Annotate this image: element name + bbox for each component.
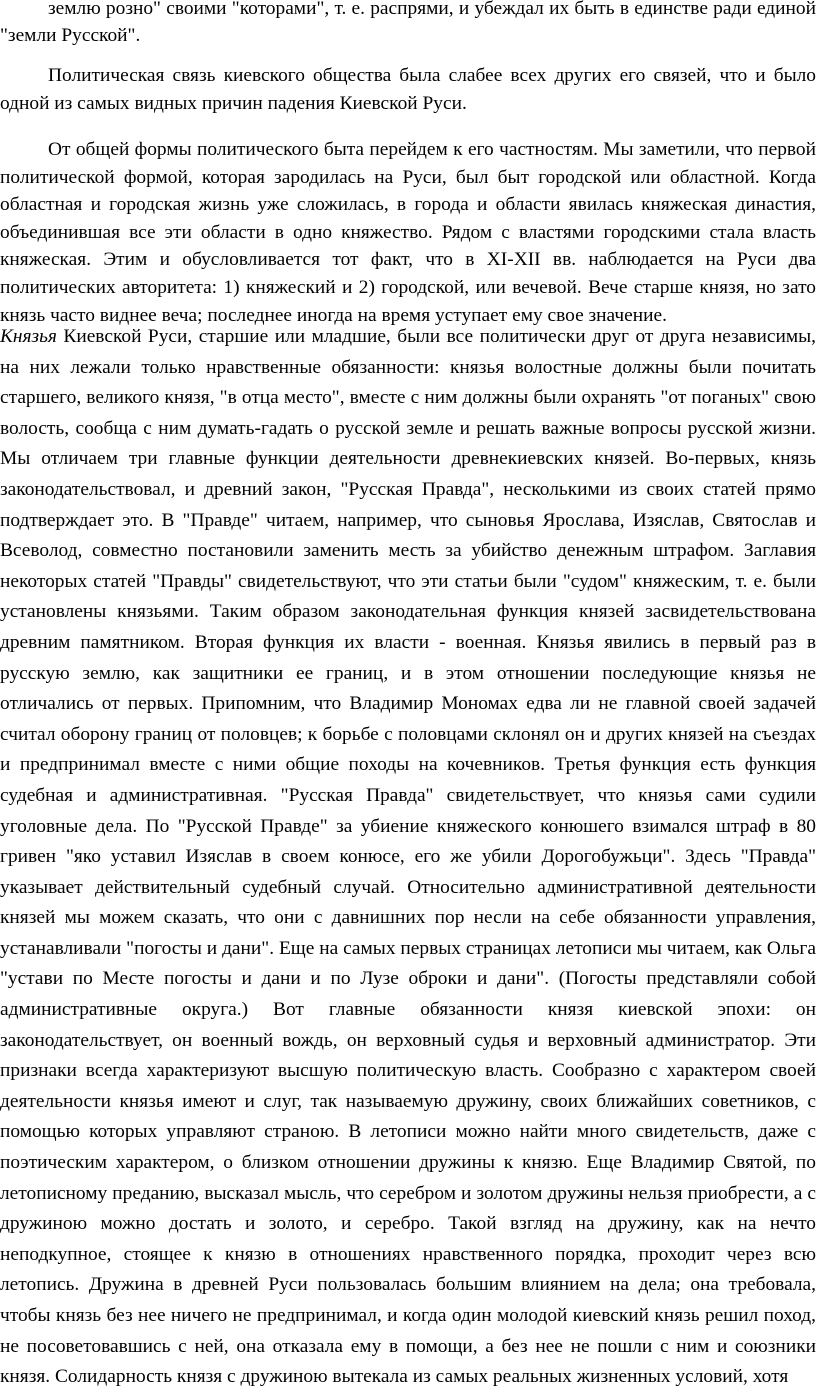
paragraph-text: Киевской Руси, старшие или младшие, были все политически друг от друга независимы, на них лежали только нравственные обязанности: князья волостные должны были почитать старшего, великого князя, "в отца место", вместе с ним должны были охранять "от поганых" свою волость, сообща с ним думать-гадать о русской земле и решать важные вопросы русской жизни. Мы отличаем три главные функции деятельности древнекиевских князей. Во-первых, князь законодательствовал, и древний закон, "Русская Правда", несколькими из своих статей прямо подтверждает это. В "Правде" читаем, например, что сыновья Ярослава, Изяслав, Святослав и Всеволод, совместно постановили заменить месть за убийство денежным штрафом. Заглавия некоторых статей "Правды" свидетельствуют, что эти статьи были "судом" княжеским, т. е. были установлены князьями. Таким образом законодательная функция князей засвидетельствована древним памятником. Вторая функция их власти - военная. Князья явились в первый раз в русскую землю, как защитники ее границ, и в этом отношении последующие князья не отличались от первых. Припомним, что Владимир Мономах едва ли не главной своей задачей считал оборону границ от половцев; к борьбе с половцами склонял он и других князей на съездах и предпринимал вместе с ними общие походы на кочевников. Третья функция есть функция судебная и административная. "Русская Правда" свидетельствует, что князья сами судили уголовные дела. По "Русской Правде" за убиение княжеского конюшего взимался штраф в 80 гривен "яко уставил Изяслав в своем конюсе, его же убили Дорогобужьци". Здесь "Правда" указывает действительный судебный случай. Относительно административной деятельности князей мы можем сказать, что они с давнишних пор несли на себе обязанности управления, устанавливали "погосты и дани". Еще на самых первых страницах летописи мы читаем, как Ольга "устави по Месте погосты и дани и по Лузе оброки и дани". (Погосты представляли собой административные округа.) Вот главные обязанности князя киевской эпохи: он законодательствует, он военный вождь, он верховный судья и верховный администратор. Эти признаки всегда характеризуют высшую политическую власть. Сообразно с характером своей деятельности князья имеют и слуг, так называемую дружину, своих ближайших советников, с помощью которых управляют страною. В летописи можно найти много свидетельств, даже с поэтическим характером, о близком отношении дружины к князю. Еще Владимир Святой, по летописному преданию, высказал мысль, что серебром и золотом дружины нельзя приобрести, а с дружиною можно достать и золото, и серебро. Такой взгляд на дружину, как на нечто неподкупное, стоящее к князю в отношениях нравственного порядка, проходит через всю летопись. Дружина в древней Руси пользовалась большим влиянием на дела; она требовала, чтобы князь без нее ничего не предпринимал, и когда один молодой киевский князь решил поход, не посоветовавшись с ней, она отказала ему в помощи, а без нее не пошли с ним и союзники князя. Солидарность князя с дружиною вытекала из самых реальных жизненных условий, хотя: [0, 326, 816, 1388]
paragraph-text: Политическая связь киевского общества была слабее всех других его связей, что и было одной из самых видных причин падения Киевской Руси.: [0, 65, 816, 114]
italic-lead-word: Князья: [0, 326, 57, 347]
paragraph-text: землю розно" своими "которами", т. е. распрями, и убеждал их быть в единстве ради единой "земли Русской".: [0, 0, 816, 46]
paragraph-political-forms: [0, 136, 816, 329]
paragraph-princes: [0, 322, 816, 1393]
paragraph-continuation: [0, 0, 816, 49]
paragraph-text: От общей формы политического быта перейдем к его частностям. Мы заметили, что первой политической формой, которая зародилась на Руси, был быт городской или областной. Когда областная и городская жизнь уже сложилась, в города и области явилась княжеская династия, объединившая все эти области в одно княжество. Рядом с властями городскими стала власть княжеская. Этим и обусловливается тот факт, что в XI-XII вв. наблюдается на Руси два политических авторитета: 1) княжеский и 2) городской, или вечевой. Вече старше князя, но зато князь часто виднее веча; последнее иногда на время уступает ему свое значение.: [0, 139, 816, 326]
paragraph-political-connection: [0, 62, 816, 117]
